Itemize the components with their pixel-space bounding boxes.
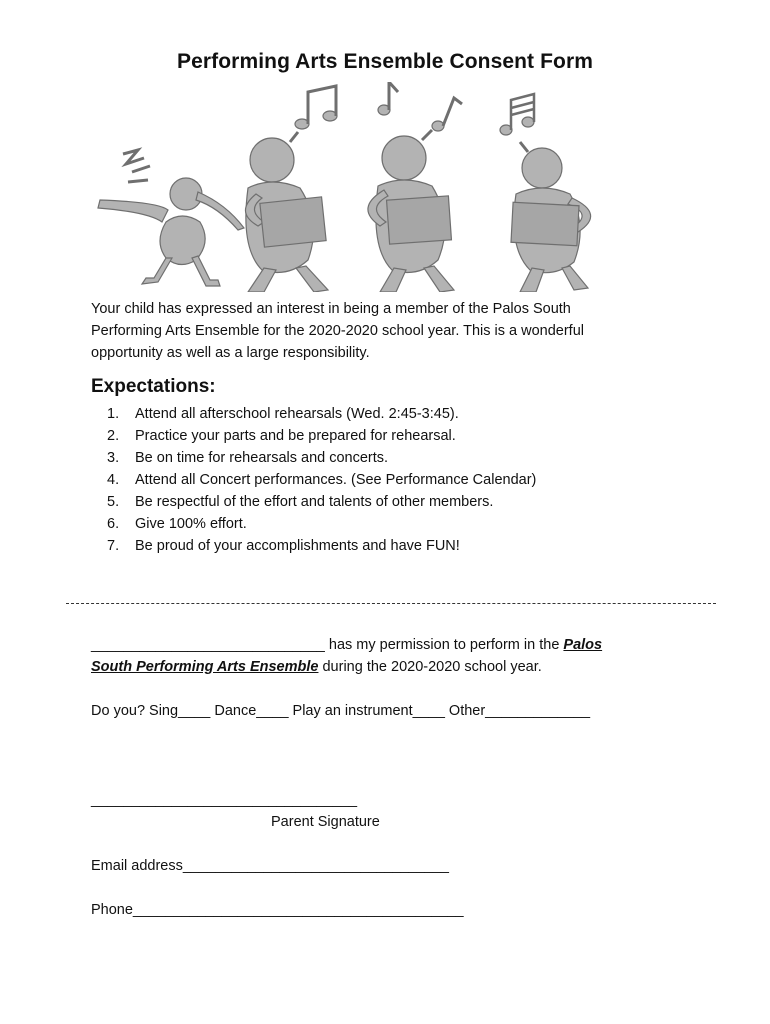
singer-figure (98, 178, 244, 286)
list-number: 7. (107, 538, 120, 554)
music-note-icon (432, 98, 462, 131)
list-text: Be on time for rehearsals and concerts. (135, 450, 389, 466)
permission-text: during the 2020-2020 school year. (318, 659, 542, 675)
intro-line: Performing Arts Ensemble for the 2020-2020 school year. This is a wonderful (91, 323, 584, 339)
list-text: Attend all Concert performances. (See Performance Calendar) (135, 472, 537, 488)
list-item (107, 403, 536, 425)
intro-paragraph (91, 298, 584, 364)
cut-line-divider (66, 603, 716, 604)
expectations-heading: Expectations: (91, 376, 216, 397)
list-number: 2. (107, 428, 120, 444)
list-number: 3. (107, 450, 120, 466)
permission-line-1 (91, 634, 602, 656)
singing-figures-illustration (88, 82, 608, 292)
list-item (107, 425, 536, 447)
singer-figure (511, 142, 591, 292)
list-text: Be respectful of the effort and talents of other members. (135, 494, 494, 510)
phone-field[interactable]: Phone_________________________________________ (91, 902, 464, 918)
ensemble-name: Palos (563, 637, 603, 653)
list-number: 1. (107, 406, 120, 422)
list-item (107, 513, 536, 535)
music-note-icon (378, 82, 398, 115)
list-number: 6. (107, 516, 120, 532)
child-name-field[interactable]: _____________________________ (91, 637, 325, 653)
permission-line-2 (91, 656, 602, 678)
list-number: 4. (107, 472, 120, 488)
singer-figure (245, 132, 328, 292)
signature-field[interactable]: _________________________________ (91, 792, 358, 808)
form-title: Performing Arts Ensemble Consent Form (177, 50, 593, 73)
list-text: Attend all afterschool rehearsals (Wed. 2:45-3:45). (135, 406, 459, 422)
list-number: 5. (107, 494, 120, 510)
intro-line: Your child has expressed an interest in being a member of the Palos South (91, 301, 571, 317)
list-text: Be proud of your accomplishments and have FUN! (135, 538, 460, 554)
permission-statement (91, 634, 602, 678)
permission-text: has my permission to perform in the (324, 637, 564, 653)
ensemble-name: South Performing Arts Ensemble (91, 659, 319, 675)
list-text: Give 100% effort. (135, 516, 247, 532)
music-note-icon (295, 86, 337, 129)
participation-question[interactable]: Do you? Sing____ Dance____ Play an instrument____ Other_____________ (91, 703, 591, 719)
list-item (107, 491, 536, 513)
intro-line: opportunity as well as a large responsibility. (91, 345, 370, 361)
expectations-list (107, 403, 536, 557)
list-text: Practice your parts and be prepared for rehearsal. (135, 428, 456, 444)
email-field[interactable]: Email address_________________________________ (91, 858, 449, 874)
signature-label: Parent Signature (271, 814, 380, 830)
list-item (107, 469, 536, 491)
music-note-icon (500, 94, 534, 135)
list-item (107, 535, 536, 557)
singer-figure (368, 130, 454, 292)
list-item (107, 447, 536, 469)
